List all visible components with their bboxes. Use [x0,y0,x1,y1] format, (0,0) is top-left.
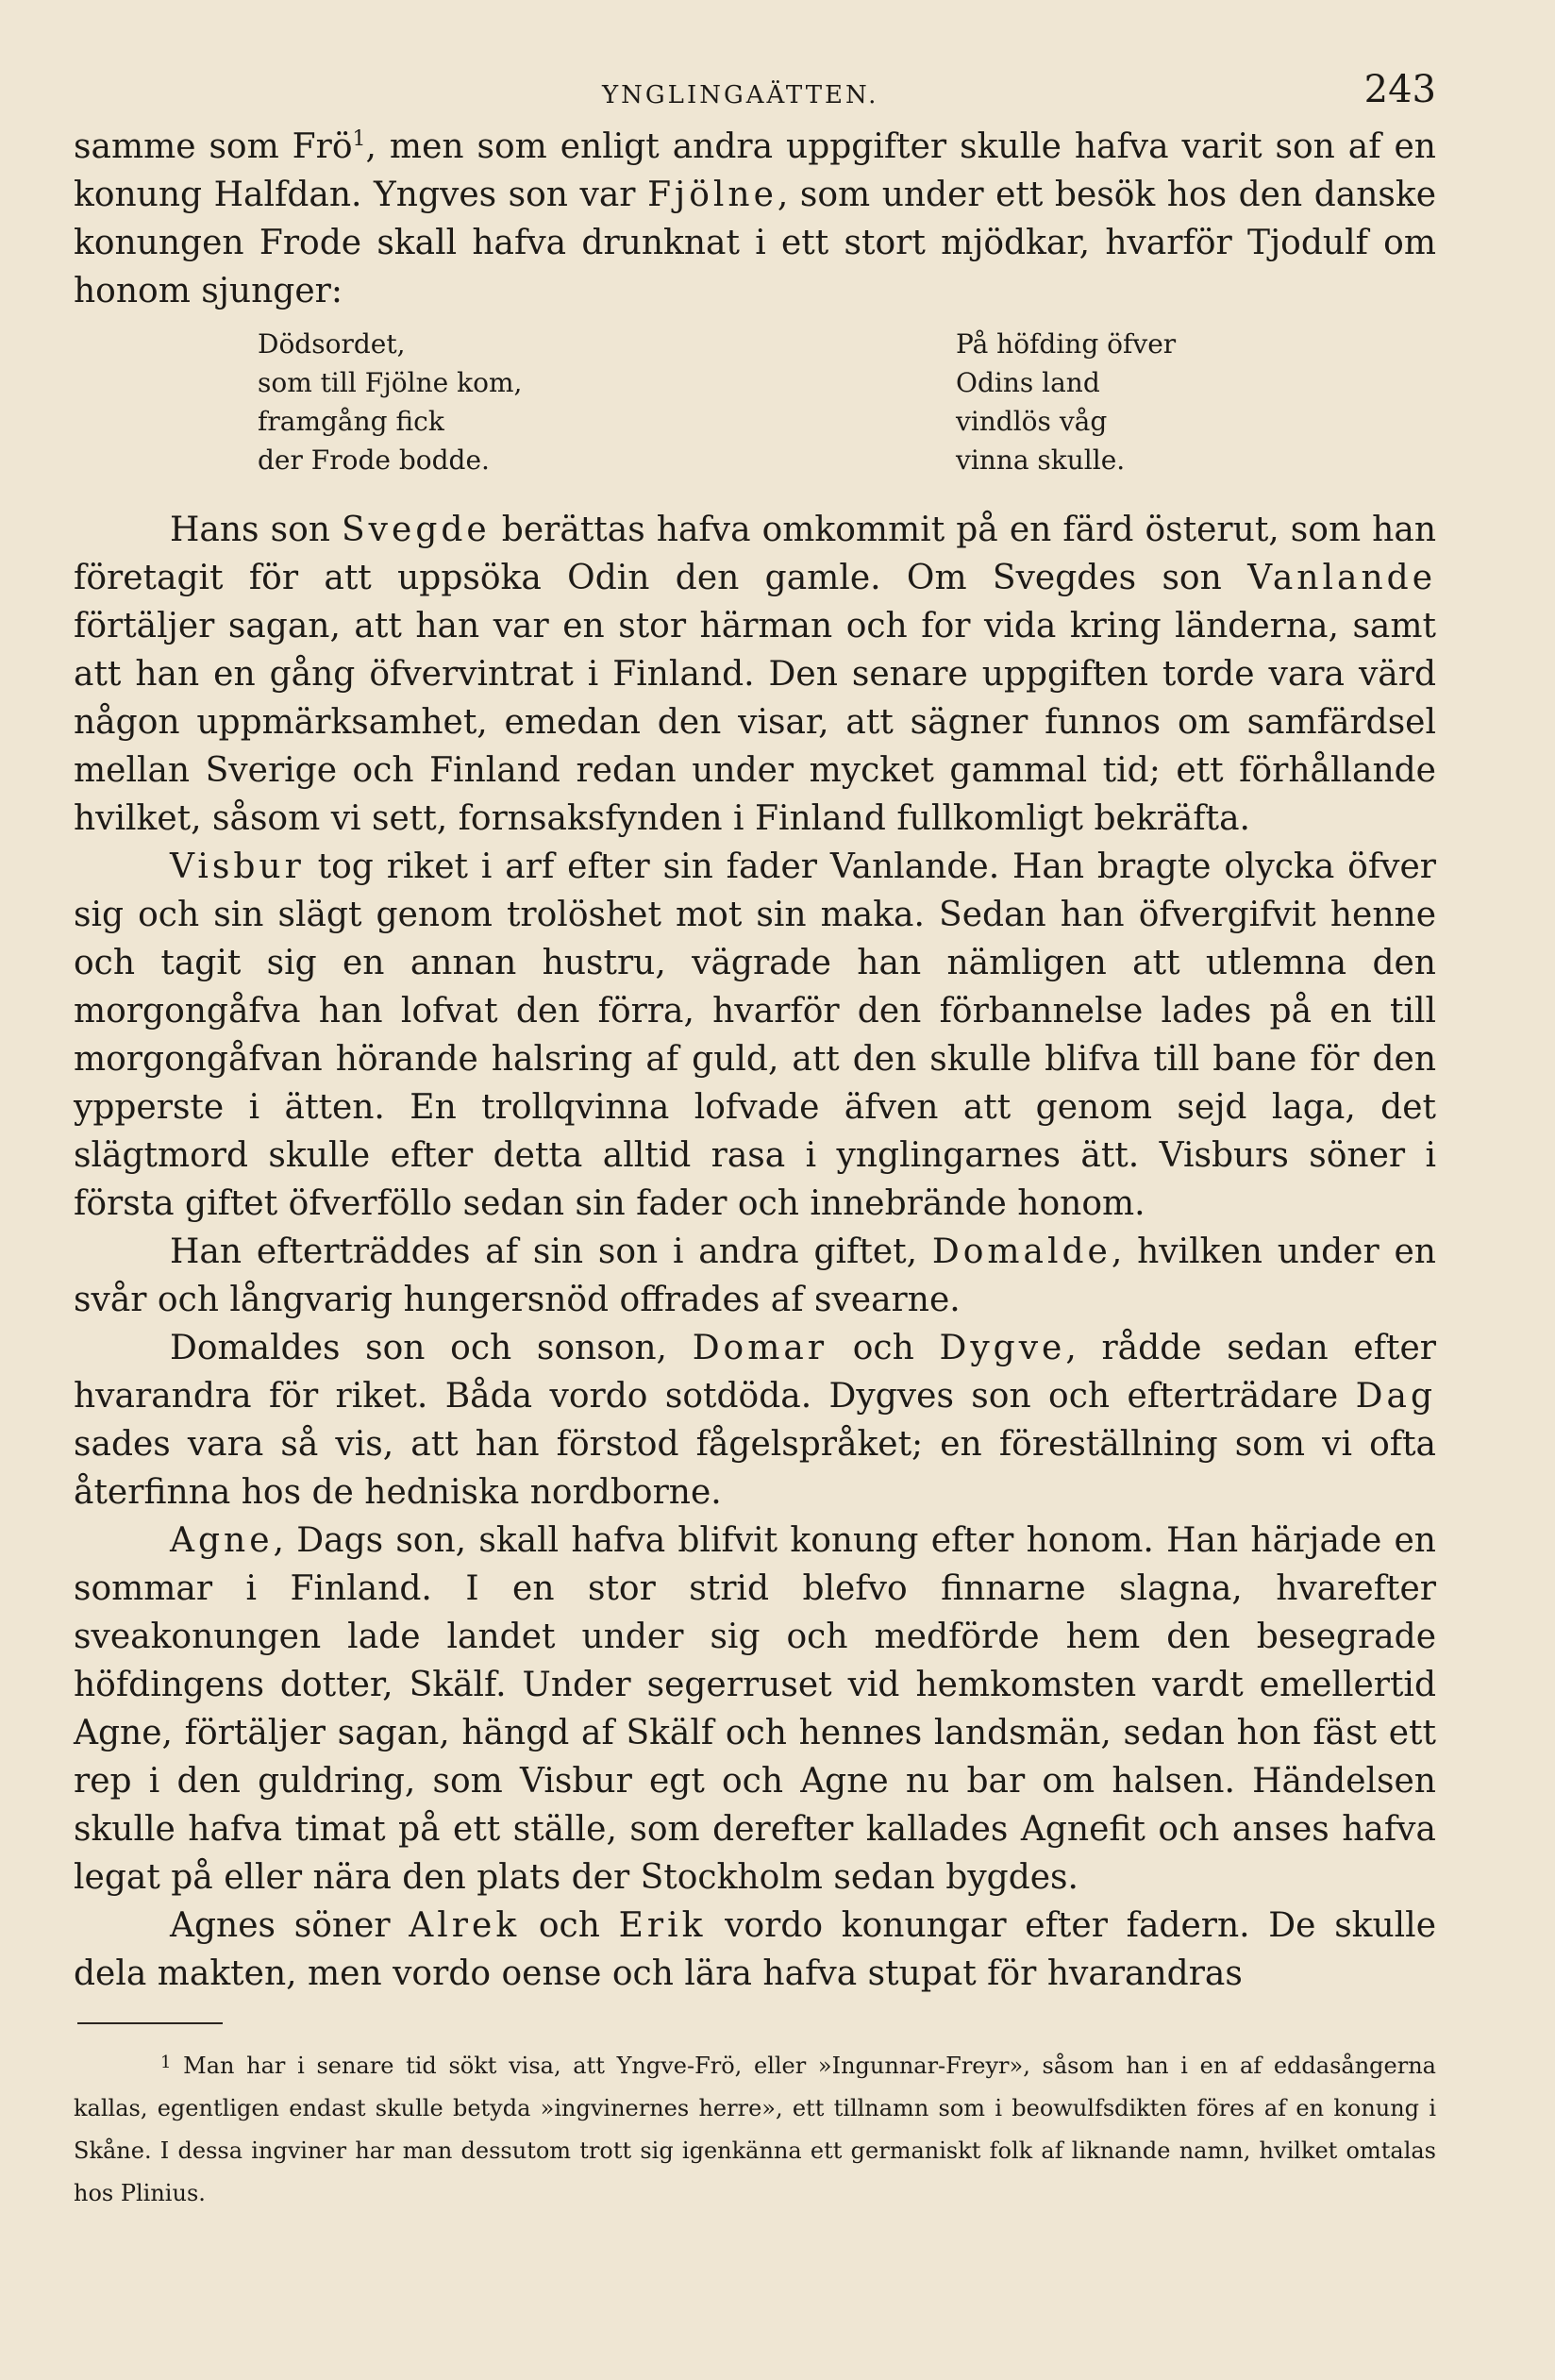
verse-quotation [74,325,1436,494]
paragraph-4 [74,1228,1436,1324]
verse-line: På höfding öfver [956,328,1177,360]
paragraph-7 [74,1902,1436,1998]
p5-text-a: Domaldes son och sonson, [170,1329,693,1367]
p5-text-b: och [828,1329,940,1367]
verse-stanza-left [258,325,522,479]
p2-text-c: förtäljer sagan, att han var en stor härman och for vida kring länderna, samt att han en gång öfvervintrat i Finland. Den senare uppgiften torde vara värd någon uppmärksamhet, emedan den visar, att sägner funnos om samfärdsel mellan Sverige och Finland redan under mycket gammal tid; ett förhållande hvilket, såsom vi sett, fornsaksfynden i Finland fullkomligt bekräfta. [74,607,1436,838]
name-agne: Agne [170,1521,274,1560]
name-vanlande: Vanlande [1247,559,1436,597]
body-text [74,123,1436,1998]
footnote-rule [77,2022,223,2024]
verse-line: vinna skulle. [956,444,1126,476]
p5-text-d: sades vara så vis, att han förstod fågelspråket; en föreställning som vi ofta återfinna hos de hedniska nordborne. [74,1425,1436,1512]
footnote-body: Man har i senare tid sökt visa, att Yngve-Frö, eller »Ingunnar-Freyr», såsom han i en af eddasångerna kallas, egentligen endast skulle betyda »ingvinernes herre», ett tillnamn som i beowulfsdikten föres af en konung i Skåne. I dessa ingviner har man dessutom trott sig igenkänna ett germaniskt folk af liknande namn, hvilket omtalas hos Plinius. [74,2053,1436,2206]
p7-text-c: vordo konungar efter fadern. De skulle dela makten, men vordo oense och lära hafva stupat för hvarandras [74,1906,1436,1993]
paragraph-3 [74,843,1436,1228]
name-domar: Domar [692,1329,828,1367]
p4-text-b: , hvilken under en svår och långvarig hungersnöd offrades af svearne. [74,1232,1436,1319]
p7-text-b: och [520,1906,619,1945]
footnote-mark: 1 [160,2053,172,2072]
verse-line: der Frode bodde. [258,444,490,476]
p6-text-a: , Dags son, skall hafva blifvit konung efter honom. Han härjade en sommar i Finland. I en stor strid blefvo finnarne slagna, hvarefter sveakonungen lade landet under sig och medförde hem den besegrade höfdingens dotter, Skälf. Under segerruset vid hemkomsten vardt emellertid Agne, förtäljer sagan, hängd af Skälf och hennes landsmän, sedan hon fäst ett rep i den guldring, som Visbur egt och Agne nu bar om halsen. Händelsen skulle hafva timat på ett ställe, som derefter kallades Agnefit och anses hafva legat på eller nära den plats der Stockholm sedan bygdes. [74,1521,1436,1897]
verse-stanza-right [956,325,1176,479]
name-erik: Erik [618,1906,707,1945]
name-visbur: Visbur [170,847,305,886]
paragraph-6 [74,1517,1436,1902]
paragraph-2 [74,506,1436,843]
book-page [74,66,1436,2215]
footnote-ref: 1 [352,127,366,151]
p2-text-b: berättas hafva omkommit på en färd österut, som han företagit för att uppsöka Odin den gamle. Om Svegdes son [74,511,1436,597]
verse-line: framgång fick [258,406,444,437]
verse-line: som till Fjölne kom, [258,367,523,398]
name-domalde: Domalde [931,1232,1112,1271]
running-title: YNGLINGAÄTTEN. [602,81,879,109]
name-svegde: Svegde [342,511,491,549]
paragraph-5 [74,1324,1436,1517]
p4-text-a: Han efterträddes af sin son i andra giftet, [170,1232,932,1271]
name-dygve: Dygve [939,1329,1066,1367]
page-number: 243 [1363,68,1436,111]
paragraph-1 [74,123,1436,315]
verse-line: Dödsordet, [258,328,406,360]
name-alrek: Alrek [409,1906,521,1945]
p1-text-b: , men som enligt andra uppgifter skulle hafva varit son af en konung Halfdan. Yngves son var [74,127,1436,214]
p5-text-c: , rådde sedan efter hvarandra för riket. Båda vordo sotdöda. Dygves son och efterträdare [74,1329,1436,1416]
p1-text-c: , som under ett besök hos den danske konungen Frode skall hafva drunknat i ett stort mjödkar, hvarför Tjodulf om honom sjunger: [74,176,1436,310]
verse-line: Odins land [956,367,1100,398]
name-dag: Dag [1355,1377,1436,1416]
running-head [74,66,1436,123]
p7-text-a: Agnes söner [170,1906,410,1945]
p2-text-a: Hans son [170,511,343,549]
footnote-text [74,2041,1436,2215]
p3-text-a: tog riket i arf efter sin fader Vanlande. Han bragte olycka öfver sig och sin slägt genom trolöshet mot sin maka. Sedan han öfvergifvit henne och tagit sig en annan hustru, vägrade han nämligen att utlemna den morgongåfva han lofvat den förra, hvarför den förbannelse lades på en till morgongåfvan hörande halsring af guld, att den skulle blifva till bane för den ypperste i ätten. En trollqvinna lofvade äfven att genom sejd laga, det slägtmord skulle efter detta alltid rasa i ynglingarnes ätt. Visburs söner i första giftet öfverföllo sedan sin fader och innebrände honom. [74,847,1436,1223]
name-fjolne: Fjölne [647,176,778,214]
footnote [74,2041,1436,2215]
p1-text-a: samme som Frö [74,127,353,166]
verse-line: vindlös våg [956,406,1108,437]
